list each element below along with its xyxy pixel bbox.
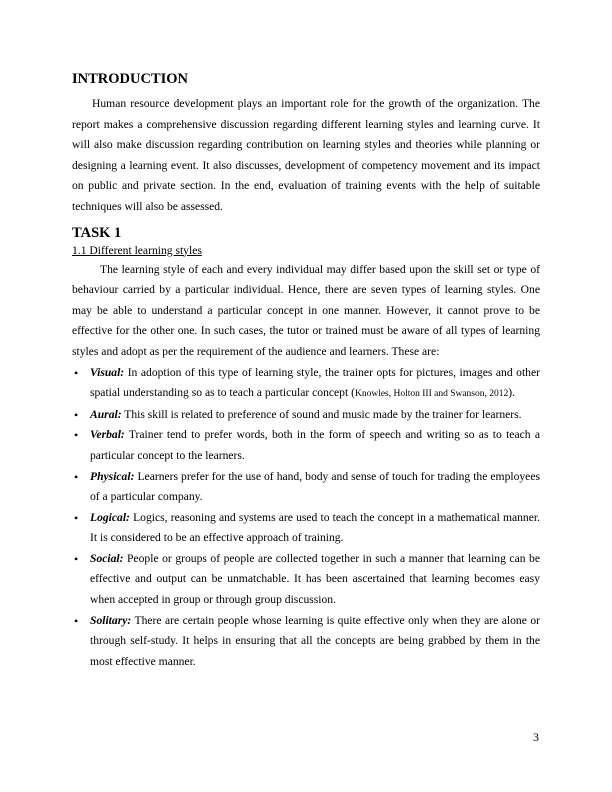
list-item-aural [72,405,540,426]
list-item-social [72,549,540,611]
text-visual: In adoption of this type of learning style, the trainer opts for pictures, images and other spatial understanding so as to teach a particular concept ( [90,365,540,400]
term-logical: Logical: [90,510,130,524]
learning-styles-list [72,363,540,673]
task1-heading: TASK 1 [72,224,122,241]
bullet-icon: • [74,510,79,525]
task1-paragraph: The learning style of each and every individual may differ based upon the skill set or type of behaviour carried by a particular individual. Hence, there are seven types of learning styles. One may be able to understand a particular concept in one manner. However, it cannot prove to be effective for the other one. In such cases, the tutor or trained must be aware of all types of learning styles and adopt as per the requirement of the audience and learners. These are: [72,262,540,358]
list-item-verbal [72,425,540,466]
list-item-solitary [72,611,540,673]
text-visual-end: ). [508,386,516,400]
text-aural: This skill is related to preference of sound and music made by the trainer for learners. [121,407,522,421]
text-logical: Logics, reasoning and systems are used to teach the concept in a mathematical manner. It is considered to be an effective approach of training. [90,510,540,545]
list-item-physical [72,467,540,508]
term-solitary: Solitary: [90,613,132,627]
term-visual: Visual: [90,365,125,379]
term-verbal: Verbal: [90,428,125,442]
term-social: Social: [90,551,124,565]
list-item-visual [72,363,540,405]
list-item-logical [72,508,540,549]
task1-subheading: 1.1 Different learning styles [72,243,202,257]
bullet-icon: • [74,551,79,566]
text-social: People or groups of people are collected together in such a manner that learning can be effective and output can be unmatchable. It has been ascertained that learning becomes easy when accepted in group or through group discussion. [90,551,540,607]
text-solitary: There are certain people whose learning is quite effective only when they are alone or through self-study. It helps in ensuring that all the concepts are being grabbed by them in the most effective manner. [90,613,540,668]
introduction-paragraph: Human resource development plays an important role for the growth of the organization. The report makes a comprehensive discussion regarding different learning styles and learning curve. It will also make discussion regarding contribution on learning styles and theories while planning or designing a learning event. It also discusses, development of competency movement and its impact on public and private section. In the end, evaluation of training events with the help of suitable techniques will also be assessed. [72,97,540,213]
term-physical: Physical: [90,469,135,483]
text-verbal: Trainer tend to prefer words, both in the form of speech and writing so as to teach a particular concept to the learners. [90,428,540,462]
page-content [72,70,540,672]
citation-visual: Knowles, Holton III and Swanson, 2012 [354,389,509,400]
text-physical: Learners prefer for the use of hand, body and sense of touch for trading the employees of a particular company. [90,469,540,504]
term-aural: Aural: [90,407,122,421]
bullet-icon: • [74,365,79,380]
bullet-icon: • [74,407,79,422]
bullet-icon: • [74,613,79,628]
page-number: 3 [533,730,539,744]
bullet-icon: • [74,428,79,443]
bullet-icon: • [74,469,79,484]
introduction-heading: INTRODUCTION [72,71,189,87]
